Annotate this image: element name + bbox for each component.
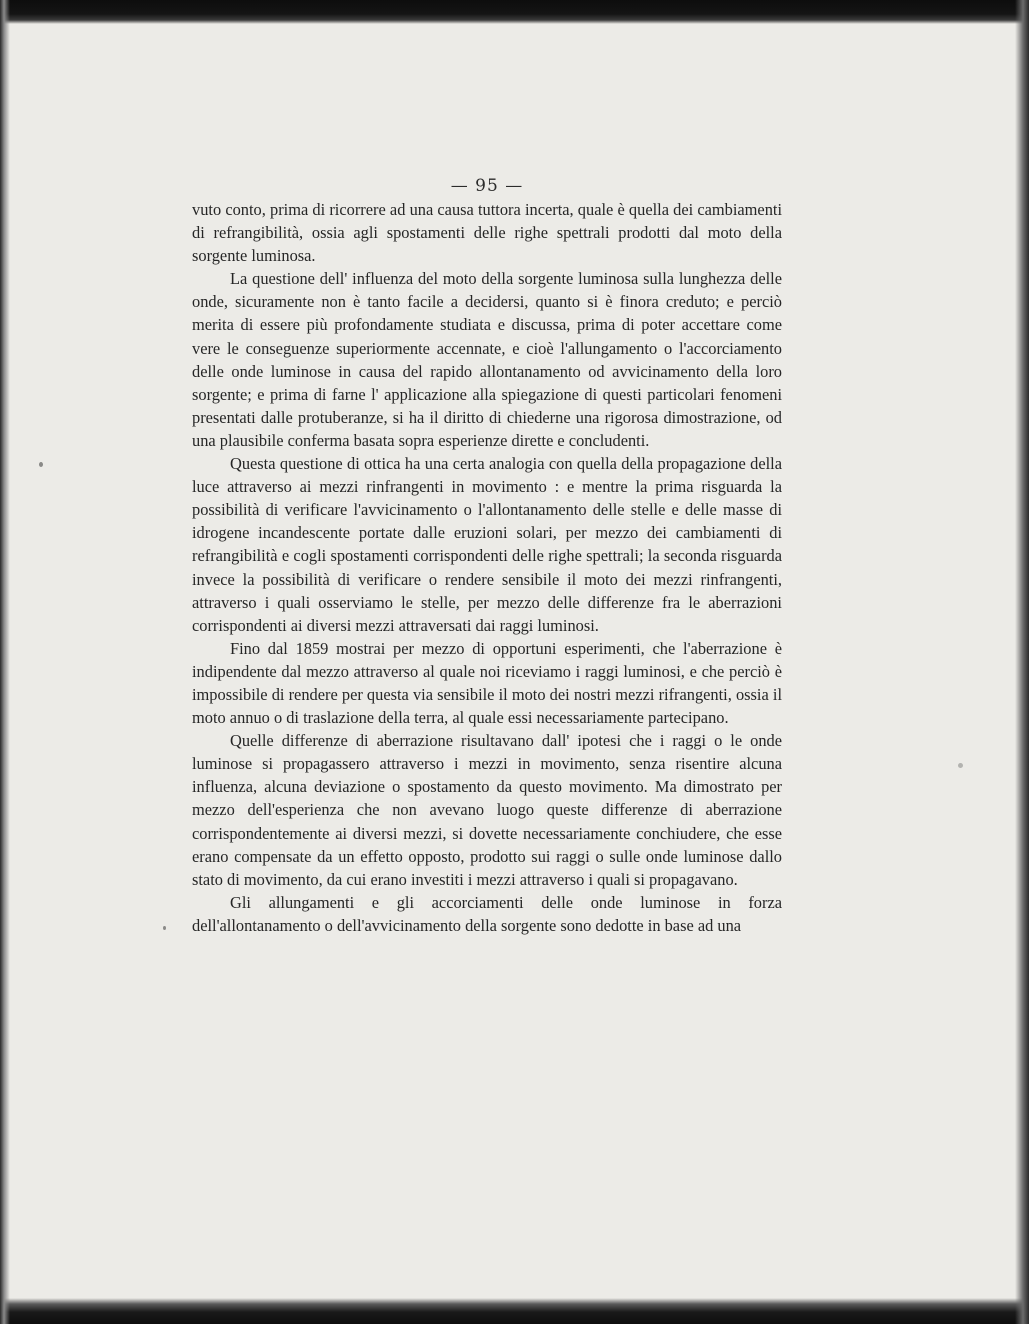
dust-speck	[958, 763, 963, 768]
scan-bottom-edge	[0, 1298, 1029, 1324]
scan-top-edge	[0, 0, 1029, 24]
paragraph-3: Questa questione di ottica ha una certa analogia con quella della propagazione della luce attraverso ai mezzi rinfrangenti in movimento : e mentre la prima risguarda la possibilità di verificare l'avvicinamento o l'allontanamento delle stelle e delle masse di idrogene incandescente portate dalle eruzioni solari, per mezzo dei cambiamenti di refrangibilità e cogli spostamenti corrispondenti delle righe spettrali; la seconda risguarda invece la possibilità di verificare o rendere sensibile il moto dei mezzi rinfrangenti, attraverso i quali osserviamo le stelle, per mezzo delle differenze fra le aberrazioni corrispondenti ai diversi mezzi attraversati dai raggi luminosi.	[192, 454, 782, 635]
scan-left-edge	[0, 0, 10, 1324]
paragraph-5: Quelle differenze di aberrazione risultavano dall' ipotesi che i raggi o le onde luminose si propagassero attraverso i mezzi in movimento, senza risentire alcuna influenza, alcuna deviazione o spostamento da questo movimento. Ma dimostrato per mezzo dell'esperienza che non avevano luogo queste differenze di aberrazione corrispondentemente ai diversi mezzi, si dovette necessariamente conchiudere, che esse erano compensate da un effetto opposto, prodotto sui raggi o sulle onde luminose dallo stato di movimento, da cui erano investiti i mezzi attraverso i quali si propagavano.	[192, 731, 782, 889]
paragraph-1: vuto conto, prima di ricorrere ad una causa tuttora incerta, quale è quella dei cambiamenti di refrangibilità, ossia agli spostamenti delle righe spettrali prodotti dal moto della sorgente luminosa.	[192, 200, 782, 266]
paragraph-6: Gli allungamenti e gli accorciamenti delle onde luminose in forza dell'allontanamento o dell'avvicinamento della sorgente sono dedotte in base ad una	[192, 892, 782, 935]
body-text	[192, 198, 782, 937]
page-number: — 95 —	[450, 176, 524, 196]
dust-speck	[163, 926, 166, 930]
dust-speck	[39, 462, 43, 467]
paragraph-4: Fino dal 1859 mostrai per mezzo di opportuni esperimenti, che l'aberrazione è indipendente dal mezzo attraverso al quale noi riceviamo i raggi luminosi, e che perciò è impossibile di rendere per questa via sensibile il moto dei nostri mezzi rifrangenti, ossia il moto annuo o di traslazione della terra, al quale essi necessariamente partecipano.	[192, 638, 782, 728]
scan-right-edge	[1015, 0, 1029, 1324]
paragraph-2: La questione dell' influenza del moto della sorgente luminosa sulla lunghezza delle onde, sicuramente non è tanto facile a decidersi, quanto si è finora creduto; e perciò merita di essere più profondamente studiata e discussa, prima di poter accettare come vere le conseguenze superiormente accennate, e cioè l'allungamento o l'accorciamento delle onde luminose in causa del rapido allontanamento od avvicinamento della loro sorgente; e prima di farne l' applicazione alla spiegazione di questi particolari fenomeni presentati dalle protuberanze, si ha il diritto di chiederne una rigorosa dimostrazione, od una plausibile conferma basata sopra esperienze dirette e concludenti.	[192, 269, 782, 450]
